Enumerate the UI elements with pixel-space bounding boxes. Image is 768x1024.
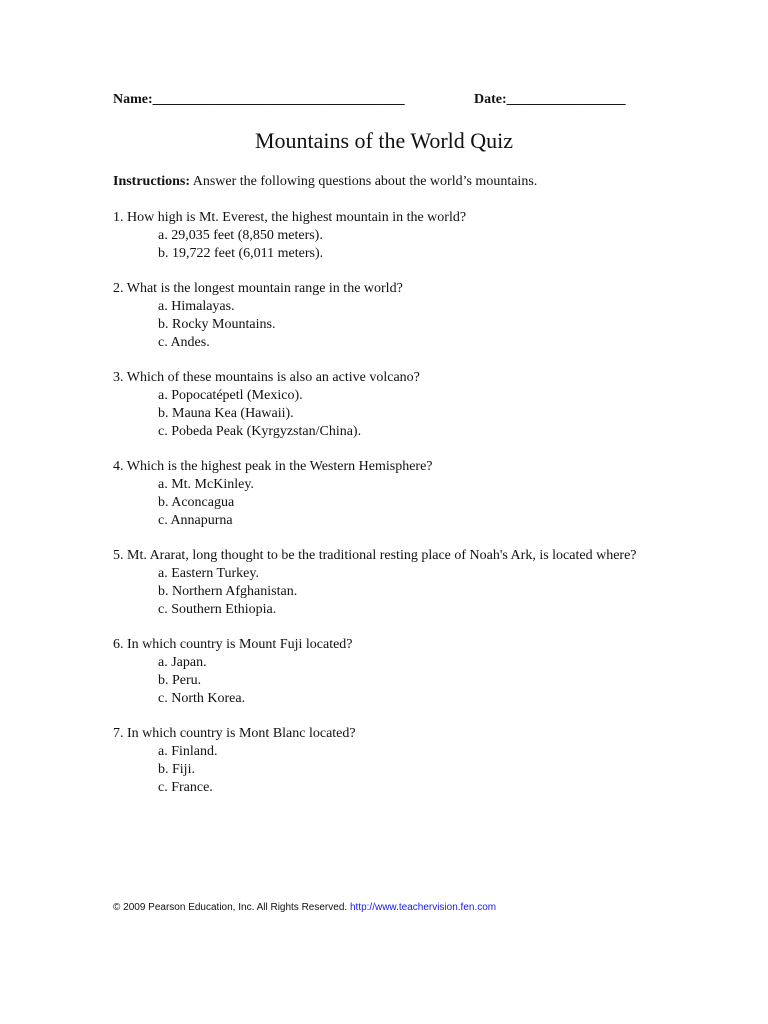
instructions-text: Answer the following questions about the world’s mountains. [190,174,538,189]
answer-option: a. 29,035 feet (8,850 meters). [158,228,323,243]
question-7 [113,725,643,797]
page-title: Mountains of the World Quiz [254,128,514,153]
name-field-label: Name:____________________________________ [113,92,405,107]
answer-option: a. Himalayas. [158,299,235,314]
question-5 [113,547,643,619]
answer-option: c. Pobeda Peak (Kyrgyzstan/China). [158,424,362,439]
question-text: 4. Which is the highest peak in the Western Hemisphere? [113,459,433,474]
question-text: 1. How high is Mt. Everest, the highest mountain in the world? [113,210,467,225]
instructions [113,174,537,190]
answer-option: c. Southern Ethiopia. [158,602,277,617]
answer-option: a. Mt. McKinley. [158,477,254,492]
answer-option: b. Northern Afghanistan. [158,584,298,599]
answer-option: b. Aconcagua [158,495,235,510]
date-field-label: Date:_________________ [474,92,626,107]
question-2 [113,280,643,352]
question-text: 6. In which country is Mount Fuji located? [113,637,353,652]
answer-option: b. 19,722 feet (6,011 meters). [158,246,324,261]
header-fields [113,92,653,108]
answer-option: a. Japan. [158,655,207,670]
question-6 [113,636,643,708]
footer-link[interactable]: http://www.teachervision.fen.com [349,902,497,913]
answer-option: c. North Korea. [158,691,246,706]
answer-option: a. Popocatépetl (Mexico). [158,388,303,403]
answer-option: b. Peru. [158,673,202,688]
answer-option: a. Finland. [158,744,218,759]
answer-option: b. Fiji. [158,762,195,777]
question-4 [113,458,643,530]
question-text: 3. Which of these mountains is also an active volcano? [113,370,420,385]
footer [113,902,496,913]
answer-option: b. Mauna Kea (Hawaii). [158,406,294,421]
question-text: 5. Mt. Ararat, long thought to be the traditional resting place of Noah's Ark, is located where? [113,548,637,563]
answer-option: c. Andes. [158,335,210,350]
answer-option: c. France. [158,780,213,795]
answer-option: a. Eastern Turkey. [158,566,259,581]
answer-option: c. Annapurna [158,513,233,528]
instructions-label: Instructions: [113,174,191,189]
answer-option: b. Rocky Mountains. [158,317,276,332]
question-1 [113,209,643,263]
question-text: 2. What is the longest mountain range in the world? [113,281,403,296]
question-text: 7. In which country is Mont Blanc located? [113,726,356,741]
question-3 [113,369,643,441]
copyright-text: © 2009 Pearson Education, Inc. All Rights Reserved. [113,902,348,913]
question-list [113,209,643,814]
